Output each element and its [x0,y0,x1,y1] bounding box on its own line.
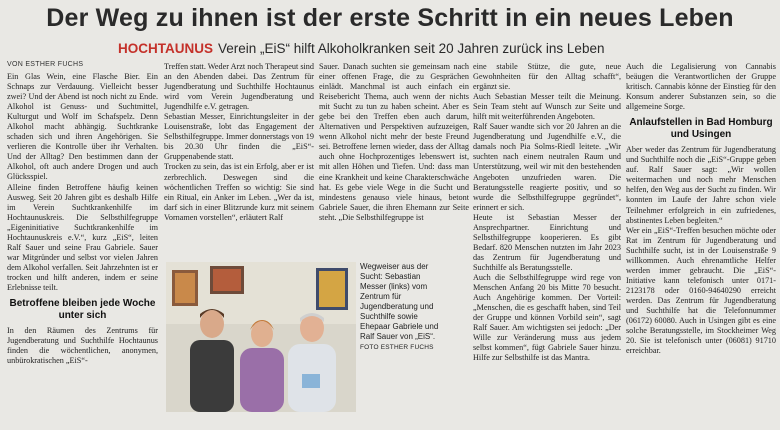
photo-caption [360,262,440,352]
caption-text: Wegweiser aus der Sucht: Sebastian Messer (links) vom Zentrum für Jugendberatung und Suchthilfe sowie Ehepaar Gabriele und Ralf Sauer von „EiS“. [360,262,439,341]
paragraph: Aber weder das Zentrum für Jugendberatung und Suchthilfe noch die „EiS“-Gruppe geben auf. Ralf Sauer sagt: „Wir wollen weitermachen und noch mehr Menschen helfen, den Weg aus der Sucht zu finden. Wir konnten im Laufe der Jahre schon viele Teilnehmer erfolgreich in ein zufriedenes, abstinentes Leben begleiten.“ [626,145,776,225]
kicker: HOCHTAUNUS [118,41,213,56]
byline: VON ESTHER FUCHS [7,61,84,68]
column-2 [164,62,314,258]
headline: Der Weg zu ihnen ist der erste Schritt in ein neues Leben [46,4,734,32]
paragraph: Wer ein „EiS“-Treffen besuchen möchte oder Rat im Zentrum für Jugendberatung und Suchthilfe sucht, ist in der Louisenstraße 9 willkommen. Auch ehrenamtliche Helfer werden immer gebraucht. Die „EiS“-Initiative kann telefonisch unter 0171-2123178 oder 0160-94640290 erreicht werden. Das Zentrum für Jugendberatung und Suchthilfe hat die Telefonnummer (06172) 60080. Auch in Usingen gibt es eine solche Beratungsstelle, im Stockheimer Weg 20. Sie ist telefonisch unter (06081) 91710 erreichbar. [626,225,776,356]
paragraph: Auch Sebastian Messer teilt die Meinung. Sein Team steht auf Wunsch zur Seite und hilft mit weiterführenden Angeboten. [473,92,621,122]
subheadline: Verein „EiS“ hilft Alkoholkranken seit 20 Jahren zurück ins Leben [218,41,605,56]
column-3 [319,62,469,258]
paragraph: Auch die Selbsthilfegruppe wird rege von Menschen Anfang 20 bis Mitte 70 besucht. Auch Angehörige kommen. Der Vorteil: „Menschen, die es geschafft haben, sind Teil der Gruppe und können Vorbild sein“, sagt Ralf Sauer. Am wichtigsten sei jedoch: „Der Wille zur Veränderung muss aus jedem selbst kommen“, fügt Gabriele Sauer hinzu. Hilfe zur Selbsthilfe ist das Mantra. [473,272,621,363]
column-5 [626,62,776,424]
column-1 [7,72,158,424]
paragraph: Ralf Sauer wandte sich vor 20 Jahren an die Jugendberatung und Jugendhilfe e.V., die damals noch Pia Solms-Riedl leitete. „Wir suchten nach einem neutralen Raum und Unterstützung, weil wir mit den bestehenden Angeboten unzufrieden waren. Die Beratungsstelle reagierte positiv, und so wurde die Selbsthilfegruppe gegründet“, erinnert er sich. [473,122,621,212]
subheading: Betroffene bleiben jede Woche unter sich [9,298,156,322]
column-4 [473,62,621,424]
paragraph: eine stabile Stütze, die gute, neue Gewohnheiten für den Alltag schafft“, ergänzt sie. [473,62,621,92]
paragraph: Sauer. Danach suchten sie gemeinsam nach einer offenen Frage, die zu Gesprächen einlädt. Manchmal ist auch einfach ein Reisebericht Thema, auch wenn der nichts mit Sucht zu tun zu haben scheint. Aber es gebe bei den Treffen eben auch darum, Alternativen und Perspektiven aufzuzeigen, wenn Alkohol nicht mehr der beste Freund sei. Betroffene lernen wieder, dass der Alltag auch ohne Hochprozentiges lebenswert ist, mit allen Höhen und Tiefen. Und: dass man eine Krankheit und keine Charakterschwäche hat. Es gebe viele Wege in die Sucht und mindestens genauso viele hinaus, betont Gabriele Sauer, die ihren Ehemann zur Seite steht. „Die Selbsthilfegruppe ist [319,62,469,222]
paragraph: Ein Glas Wein, eine Flasche Bier. Ein Schnaps zur Verdauung. Vielleicht besser zwei? Und der Abend ist noch nicht zu Ende. Alkohol ist Genuss- und Suchtmittel, Kulturgut und Wolf im Schafspelz. Denn Alkohol macht abhängig. Suchtkranke schaden sich und ihren Angehörigen. Sie verlieren die Kontrolle über ihr Verhalten. Und der Alltag? Den bestimmen dann der Alkohol, oft auch andere Drogen und auch Glücksspiel. [7,72,158,182]
photo-credit: FOTO ESTHER FUCHS [360,344,434,351]
paragraph: Treffen statt. Weder Arzt noch Therapeut sind an den Abenden dabei. Das Zentrum für Jugendberatung und Suchthilfe Hochtaunus wird vom Verein Jugendberatung und Jugendhilfe e.V. getragen. [164,62,314,112]
subheadline-line [118,41,604,56]
subheading: Anlaufstellen in Bad Homburg und Usingen [629,117,773,141]
article-photo [166,262,356,412]
paragraph: Alleine finden Betroffene häufig keinen Ausweg. Seit 20 Jahren gibt es deshalb Hilfe im Verein Suchtkrankenhilfe im Hochtaunuskreis. Die Selbsthilfegruppe „Eigeninitiative Suchtkrankenhilfe im Hochtaunuskreis e.V.“, kurz „EiS“, leiten Ralf Sauer und seine Frau Gabriele. Sauer war Mitgründer und selbst vor vielen Jahren dem Alkohol verfallen. Seit Jahrzehnten ist er trocken und hilft anderen, indem er seine Erlebnisse teilt. [7,182,158,292]
paragraph: Auch die Legalisierung von Cannabis beäugen die Verantwortlichen der Gruppe kritisch. Cannabis könne der Einstieg für den Konsum anderer Substanzen sein, so die allgemeine Sorge. [626,62,776,112]
paragraph: In den Räumen des Zentrums für Jugendberatung und Suchthilfe Hochtaunus finden die wöchentlichen, anonymen, unbürokratischen „EiS“- [7,326,158,366]
paragraph: Sebastian Messer, Einrichtungsleiter in der Louisenstraße, lobt das Engagement der Selbsthilfegruppe. Immer donnerstags von 19 bis 20.30 Uhr finden die „EiS“-Gruppenabende statt. [164,112,314,162]
paragraph: Heute ist Sebastian Messer der Ansprechpartner. Einrichtung und Selbsthilfegruppe kooperieren. Es gibt Bedarf. 820 Menschen nutzten im Jahr 2023 das Zentrum für Jugendberatung und Suchthilfe als Beratungsstelle. [473,212,621,272]
paragraph: Trocken zu sein, das ist ein Erfolg, aber er ist zerbrechlich. Deswegen sind die wöchentlichen Treffen so wichtig: Sie sind ein Ritual, ein Anker im Leben. „Wer da ist, darf sich in einer Blitzrunde kurz mit seinem Vornamen vorstellen“, erläutert Ralf [164,162,314,222]
photo-illustration [166,262,356,412]
